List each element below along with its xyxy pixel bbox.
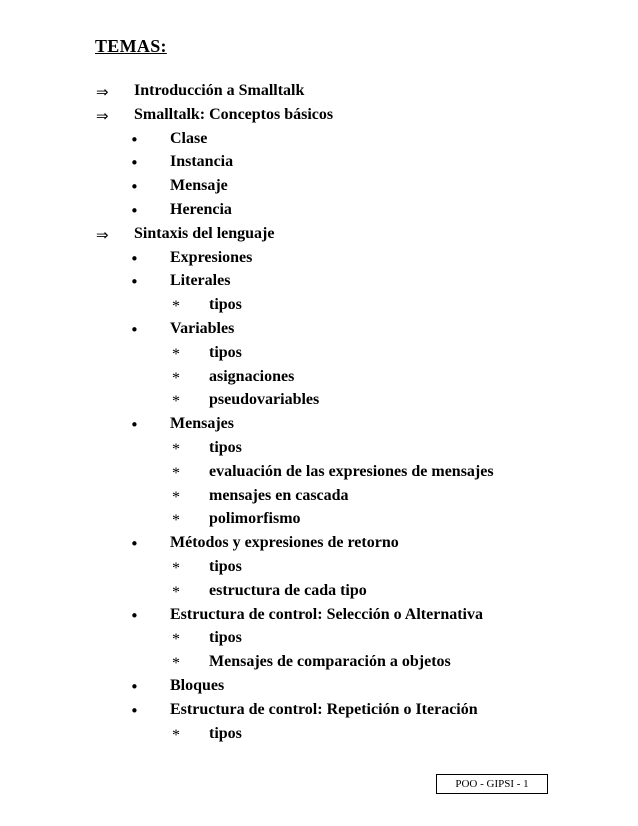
- detail-item: [0, 296, 638, 320]
- subtopic-item: [0, 153, 638, 177]
- arrow-bullet-icon: ⇒: [96, 106, 109, 125]
- dot-bullet-icon: •: [130, 701, 139, 720]
- detail-item: [0, 629, 638, 653]
- item-text: Clase: [170, 129, 208, 147]
- item-text: tipos: [209, 557, 242, 575]
- asterisk-bullet-icon: *: [172, 559, 180, 577]
- subtopic-item: [0, 201, 638, 225]
- asterisk-bullet-icon: *: [172, 488, 180, 506]
- detail-item: [0, 391, 638, 415]
- asterisk-bullet-icon: *: [172, 345, 180, 363]
- item-text: Estructura de control: Repetición o Iteración: [170, 700, 478, 718]
- detail-item: [0, 582, 638, 606]
- subtopic-item: [0, 320, 638, 344]
- dot-bullet-icon: •: [130, 677, 139, 696]
- item-text: Expresiones: [170, 248, 253, 266]
- asterisk-bullet-icon: *: [172, 655, 180, 673]
- topic-item: [0, 82, 638, 106]
- item-text: estructura de cada tipo: [209, 581, 367, 599]
- dot-bullet-icon: •: [130, 201, 139, 220]
- detail-item: [0, 487, 638, 511]
- item-text: evaluación de las expresiones de mensajes: [209, 462, 494, 480]
- item-text: mensajes en cascada: [209, 486, 349, 504]
- asterisk-bullet-icon: *: [172, 464, 180, 482]
- arrow-bullet-icon: ⇒: [96, 83, 109, 101]
- asterisk-bullet-icon: *: [172, 583, 180, 601]
- subtopic-item: [0, 249, 638, 273]
- item-text: Bloques: [170, 676, 225, 694]
- detail-item: [0, 510, 638, 534]
- asterisk-bullet-icon: *: [172, 440, 180, 458]
- detail-item: [0, 725, 638, 749]
- item-text: asignaciones: [209, 367, 295, 385]
- item-text: Mensajes de comparación a objetos: [209, 653, 451, 671]
- subtopic-item: [0, 677, 638, 701]
- detail-item: [0, 439, 638, 463]
- dot-bullet-icon: •: [130, 249, 139, 268]
- subtopic-item: [0, 272, 638, 296]
- item-text: tipos: [209, 296, 242, 314]
- item-text: tipos: [209, 724, 242, 742]
- item-text: tipos: [209, 438, 242, 456]
- item-text: Herencia: [170, 200, 232, 218]
- dot-bullet-icon: •: [130, 606, 139, 625]
- subtopic-item: [0, 534, 638, 558]
- dot-bullet-icon: •: [130, 130, 139, 149]
- dot-bullet-icon: •: [130, 535, 139, 554]
- item-text: Literales: [170, 272, 231, 290]
- item-text: Smalltalk: Conceptos básicos: [134, 105, 334, 123]
- item-text: Métodos y expresiones de retorno: [170, 534, 399, 552]
- asterisk-bullet-icon: *: [172, 631, 180, 649]
- detail-item: [0, 463, 638, 487]
- item-text: Instancia: [170, 153, 234, 171]
- item-text: Mensajes: [170, 415, 234, 433]
- detail-item: [0, 344, 638, 368]
- subtopic-item: [0, 701, 638, 725]
- item-text: Sintaxis del lenguaje: [134, 224, 275, 242]
- asterisk-bullet-icon: *: [172, 369, 180, 387]
- page-title: TEMAS:: [95, 36, 167, 56]
- subtopic-item: [0, 130, 638, 154]
- dot-bullet-icon: •: [130, 273, 139, 292]
- item-text: Estructura de control: Selección o Alternativa: [170, 605, 483, 623]
- item-text: tipos: [209, 343, 242, 361]
- subtopic-item: [0, 606, 638, 630]
- item-text: Introducción a Smalltalk: [134, 82, 305, 99]
- subtopic-item: [0, 415, 638, 439]
- dot-bullet-icon: •: [130, 416, 139, 435]
- page-footer: POO - GIPSI - 1: [436, 774, 548, 794]
- asterisk-bullet-icon: *: [172, 726, 180, 744]
- dot-bullet-icon: •: [130, 178, 139, 197]
- subtopic-item: [0, 177, 638, 201]
- item-text: pseudovariables: [209, 391, 320, 409]
- detail-item: [0, 368, 638, 392]
- asterisk-bullet-icon: *: [172, 512, 180, 530]
- item-text: Variables: [170, 319, 235, 337]
- asterisk-bullet-icon: *: [172, 298, 180, 316]
- asterisk-bullet-icon: *: [172, 393, 180, 411]
- item-text: polimorfismo: [209, 510, 301, 528]
- detail-item: [0, 653, 638, 677]
- topic-item: [0, 106, 638, 130]
- detail-item: [0, 558, 638, 582]
- item-text: Mensaje: [170, 177, 228, 195]
- topic-item: [0, 225, 638, 249]
- arrow-bullet-icon: ⇒: [96, 225, 109, 244]
- dot-bullet-icon: •: [130, 154, 139, 173]
- topic-list: [0, 82, 638, 748]
- dot-bullet-icon: •: [130, 320, 139, 339]
- item-text: tipos: [209, 629, 242, 647]
